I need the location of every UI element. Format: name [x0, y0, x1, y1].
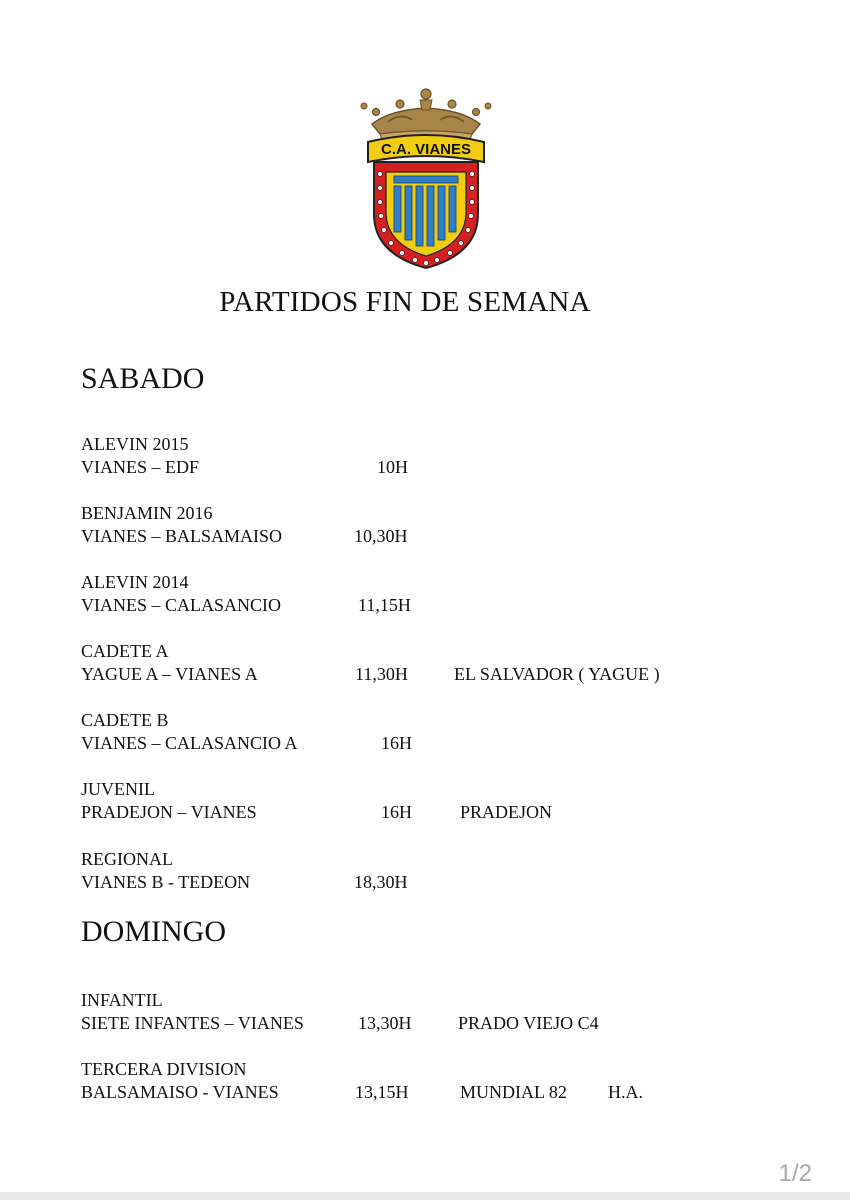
match-venue: EL SALVADOR ( YAGUE ) [454, 664, 660, 684]
match-venue: PRADO VIEJO C4 [458, 1013, 599, 1033]
match-teams: VIANES B - TEDEON [81, 872, 251, 892]
match-time: 16H [381, 733, 412, 753]
match-category: CADETE A [81, 641, 169, 661]
club-crest-logo [360, 84, 492, 272]
match-venue: MUNDIAL 82 [460, 1082, 567, 1102]
match-category: REGIONAL [81, 849, 173, 869]
match-entry [81, 1058, 781, 1108]
match-entry [81, 848, 781, 898]
match-teams: BALSAMAISO - VIANES [81, 1082, 279, 1102]
match-category: INFANTIL [81, 990, 163, 1010]
match-teams: PRADEJON – VIANES [81, 802, 257, 822]
match-entry [81, 502, 781, 552]
match-category: TERCERA DIVISION [81, 1059, 247, 1079]
match-teams: VIANES – EDF [81, 457, 200, 477]
match-entry [81, 709, 781, 759]
crest-banner [368, 135, 484, 162]
match-category: CADETE B [81, 710, 169, 730]
match-time: 13,30H [358, 1013, 412, 1033]
match-teams: YAGUE A – VIANES A [81, 664, 258, 684]
match-time: 11,30H [355, 664, 408, 684]
match-venue: PRADEJON [460, 802, 553, 822]
match-time: 10,30H [354, 526, 408, 546]
match-category: BENJAMIN 2016 [81, 503, 213, 523]
match-time: 11,15H [358, 595, 411, 615]
page-indicator: 1/2 [778, 1160, 812, 1187]
match-teams: VIANES – CALASANCIO [81, 595, 282, 615]
match-time: 18,30H [354, 872, 408, 892]
day-heading-saturday: SABADO [81, 362, 205, 395]
day-heading-sunday: DOMINGO [81, 915, 226, 948]
crown-icon [361, 89, 491, 140]
bottom-scroll-bar[interactable] [0, 1192, 850, 1200]
match-category: JUVENIL [81, 779, 155, 799]
page-title: PARTIDOS FIN DE SEMANA [219, 286, 591, 318]
match-entry [81, 989, 781, 1039]
match-time: 13,15H [355, 1082, 409, 1102]
match-entry [81, 571, 781, 621]
match-entry [81, 640, 781, 690]
match-note: H.A. [608, 1082, 643, 1102]
match-teams: VIANES – CALASANCIO A [81, 733, 298, 753]
match-teams: SIETE INFANTES – VIANES [81, 1013, 304, 1033]
match-category: ALEVIN 2014 [81, 572, 189, 592]
match-time: 10H [377, 457, 408, 477]
match-time: 16H [381, 802, 412, 822]
match-category: ALEVIN 2015 [81, 434, 189, 454]
match-entry [81, 778, 781, 828]
crest-shield [374, 162, 478, 268]
match-entry [81, 433, 781, 483]
svg-text:C.A. VIANES: C.A. VIANES [380, 141, 472, 158]
match-teams: VIANES – BALSAMAISO [81, 526, 283, 546]
